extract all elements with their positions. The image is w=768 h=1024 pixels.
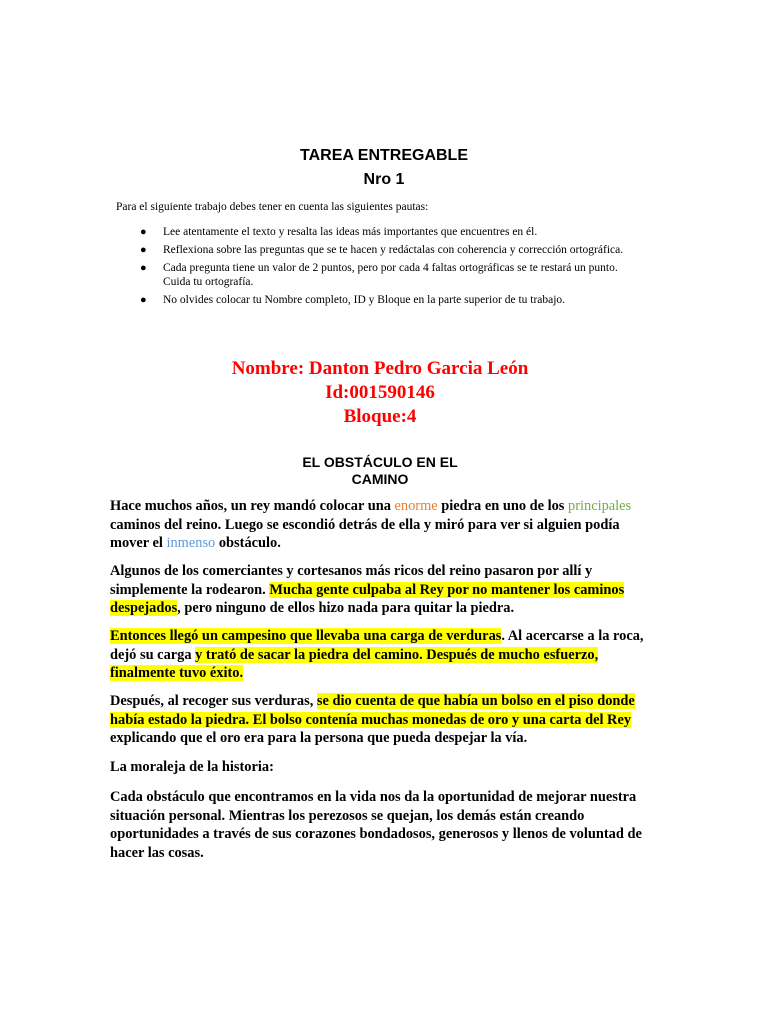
bullet-icon: ● bbox=[140, 244, 147, 256]
story-paragraph-1 bbox=[110, 497, 655, 553]
colored-word-principales: principales bbox=[568, 498, 632, 514]
paragraph-text: . Al acercarse a la roca, dejó su carga bbox=[110, 628, 644, 663]
highlighted-text: y trató de sacar la piedra del camino. Después de mucho esfuerzo, finalmente tuvo éxito. bbox=[110, 646, 599, 681]
paragraph-text: , pero ninguno de ellos hizo nada para quitar la piedra. bbox=[177, 600, 515, 616]
instruction-item bbox=[140, 225, 640, 239]
assignment-number: Nro 1 bbox=[363, 171, 405, 188]
paragraph-text: Algunos de los comerciantes y cortesanos más ricos del reino pasaron por allí y simplemente la rodearon. bbox=[110, 563, 593, 598]
paragraph-text: explicando que el oro era para la persona que pueda despejar la vía. bbox=[110, 730, 528, 746]
moral-heading: La moraleja de la historia: bbox=[110, 759, 274, 775]
instruction-text: Lee atentamente el texto y resalta las ideas más importantes que encuentres en él. bbox=[163, 226, 538, 238]
instruction-item bbox=[140, 293, 640, 307]
bullet-icon: ● bbox=[140, 226, 147, 238]
assignment-title: TAREA ENTREGABLE bbox=[300, 147, 468, 164]
paragraph-text: caminos del reino. Luego se escondió detrás de ella y miró para ver si alguien podía mover el bbox=[110, 516, 620, 551]
story-paragraph-3 bbox=[110, 627, 655, 683]
instructions-intro: Para el siguiente trabajo debes tener en cuenta las siguientes pautas: bbox=[116, 201, 429, 213]
student-block: Bloque:4 bbox=[343, 406, 417, 427]
paragraph-text: piedra en uno de los bbox=[437, 498, 569, 514]
paragraph-text: Después, al recoger sus verduras, bbox=[110, 693, 317, 709]
story-paragraph-2 bbox=[110, 562, 655, 618]
highlighted-text: se dio cuenta de que había un bolso en el piso donde había estado la piedra. El bolso contenía muchas monedas de oro y una carta del Rey bbox=[110, 693, 635, 728]
colored-word-inmenso: inmenso bbox=[166, 535, 216, 551]
bullet-icon: ● bbox=[140, 262, 147, 274]
highlighted-text: Mucha gente culpaba al Rey por no mantener los caminos despejados bbox=[110, 581, 625, 616]
moral-paragraph: Cada obstáculo que encontramos en la vida nos da la oportunidad de mejorar nuestra situación personal. Mientras los perezosos se quejan, los demás están creando oportunidades a través de sus corazones bondadosos, generosos y llenos de voluntad de hacer las cosas. bbox=[110, 789, 642, 861]
instruction-item bbox=[140, 261, 640, 289]
instruction-item bbox=[140, 243, 640, 257]
paragraph-text: obstáculo. bbox=[215, 535, 281, 551]
student-id: Id:001590146 bbox=[325, 382, 435, 403]
instruction-text: Reflexiona sobre las preguntas que se te hacen y redáctalas con coherencia y corrección ortográfica. bbox=[163, 244, 624, 256]
paragraph-text: Hace muchos años, un rey mandó colocar una bbox=[110, 498, 395, 514]
colored-word-enorme: enorme bbox=[394, 498, 438, 514]
instruction-text: No olvides colocar tu Nombre completo, ID y Bloque en la parte superior de tu trabajo. bbox=[163, 294, 566, 306]
bullet-icon: ● bbox=[140, 294, 147, 306]
highlighted-text: Entonces llegó un campesino que llevaba una carga de verduras bbox=[110, 628, 502, 644]
story-title-line2: CAMINO bbox=[351, 471, 409, 487]
instructions-list bbox=[140, 225, 640, 311]
instruction-text: Cada pregunta tiene un valor de 2 puntos, pero por cada 4 faltas ortográficas se te restará un punto. Cuida tu ortografía. bbox=[163, 262, 618, 288]
story-title: EL OBSTÁCULO EN EL bbox=[302, 454, 458, 470]
student-name: Nombre: Danton Pedro Garcia León bbox=[231, 358, 529, 379]
story-paragraph-4 bbox=[110, 692, 655, 748]
